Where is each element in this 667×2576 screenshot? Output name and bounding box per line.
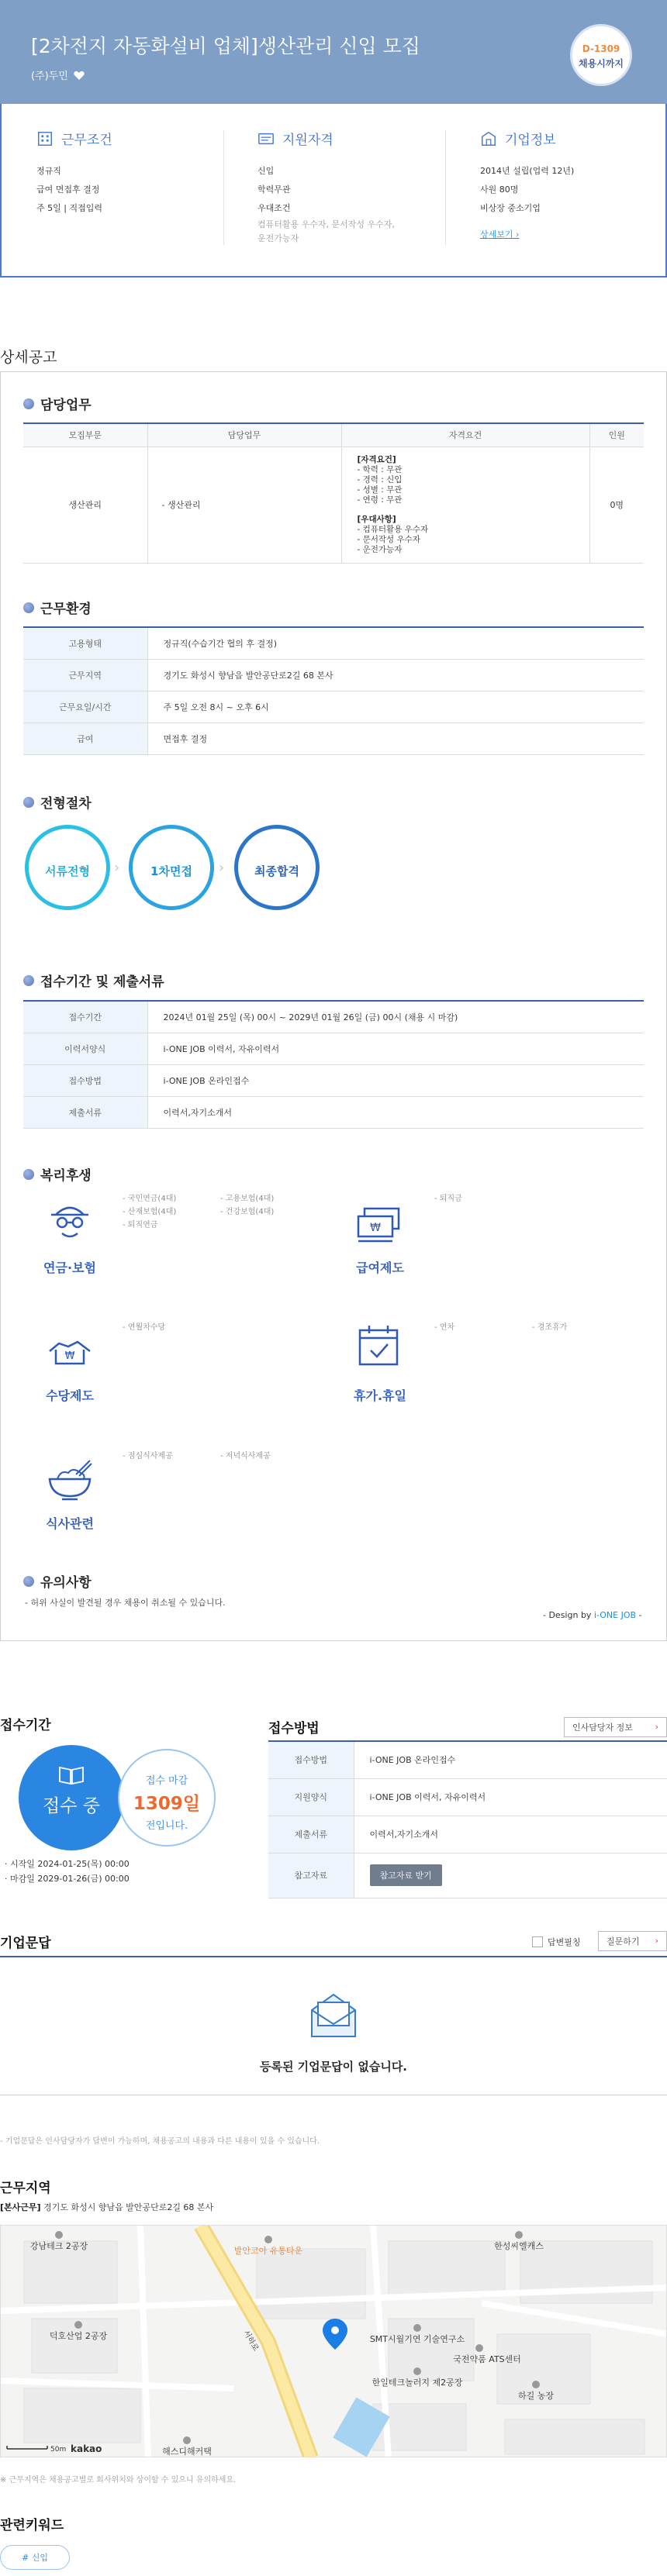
- id-card-icon: [257, 130, 275, 147]
- divider: [223, 130, 224, 245]
- table-row: 접수기간 2024년 01월 25일 (목) 00시 ~ 2029년 01월 26일 (금) 00시 (채용 시 마감): [23, 1001, 644, 1033]
- deadline-circle: 접수 마감 1309일 전입니다.: [118, 1749, 216, 1847]
- envelope-icon: [309, 1991, 358, 2040]
- map-label: 하길 농장: [517, 2391, 555, 2401]
- method-table: [268, 1740, 667, 1898]
- checkbox[interactable]: [532, 1936, 543, 1947]
- benefit-name: 식사관련: [46, 1516, 94, 1531]
- env-table: [23, 626, 644, 755]
- benefit-list: - 경조휴가: [532, 1323, 568, 1332]
- requirements-cell: [자격요건] - 학력 : 무관 - 경력 : 신입 - 성별 : 무관 - 연령 : 무관 [우대사항] - 컴퓨터활용 우수자 - 문서작성 우수자 - 운전가능자: [341, 447, 589, 563]
- map[interactable]: [0, 2225, 667, 2457]
- company-detail-link[interactable]: 상세보기 ›: [480, 229, 520, 240]
- chevron-right-icon: ›: [655, 1936, 658, 1946]
- svg-text:₩: ₩: [64, 1350, 75, 1362]
- qa-list: [0, 1956, 667, 2095]
- map-label: 한일테크놀러지 제2공장: [372, 2378, 463, 2388]
- qa-empty-text: 등록된 기업문답이 없습니다.: [259, 2060, 408, 2074]
- dday-count: D-1309: [582, 43, 620, 54]
- job-header-banner: [0, 0, 667, 104]
- chevron-right-icon: ›: [219, 860, 225, 876]
- benefit-name: 수당제도: [46, 1388, 94, 1403]
- map-label: 한성씨엘캐스: [494, 2241, 544, 2251]
- benefit-list: - 연월차수당: [123, 1323, 166, 1332]
- benefit-list: - 국민연금(4대) - 산재보험(4대) - 퇴직연금: [123, 1195, 177, 1229]
- chevron-right-icon: ›: [114, 860, 120, 876]
- benefit-list: - 연차: [434, 1323, 455, 1332]
- period-title: 접수기간: [0, 1718, 51, 1733]
- answered-only-checkbox[interactable]: 답변필칭: [532, 1936, 581, 1948]
- status-circle: [19, 1745, 124, 1850]
- divider: [445, 130, 446, 245]
- apply-table: [23, 1000, 644, 1129]
- table-row: 지원양식 i-ONE JOB 이력서, 자유이력서: [268, 1778, 667, 1816]
- table-row: 참고자료 참고자료 받기: [268, 1853, 667, 1898]
- benefit-name: 휴가.휴일: [354, 1388, 406, 1403]
- col-header: 인원: [589, 423, 644, 447]
- bullet-icon: [23, 602, 34, 613]
- work-conditions-heading: 근무조건: [36, 129, 112, 148]
- map-note: ※ 근무지역은 채용공고별로 회사위치와 상이할 수 있으니 유의하세요.: [0, 2476, 237, 2485]
- qual-line: 우대조건: [257, 203, 291, 213]
- work-line: 급여 면접후 결정: [36, 184, 100, 195]
- heart-icon[interactable]: [73, 69, 85, 81]
- company-information: [480, 129, 574, 244]
- notes-text: - 허위 사실이 발견될 경우 채용이 취소될 수 있습니다.: [25, 1598, 226, 1608]
- work-line: 주 5일 | 직접입력: [36, 203, 102, 213]
- chevron-right-icon: ›: [655, 1722, 658, 1732]
- map-label: 강남테크 2공장: [29, 2241, 88, 2251]
- work-conditions: [36, 129, 112, 218]
- benefit-name: 급여제도: [356, 1260, 404, 1275]
- company-line: 사원 80명: [480, 184, 519, 195]
- company-line: 비상장 중소기업: [480, 203, 541, 213]
- table-row: 고용형태 정규직(수습기간 협의 후 결정): [23, 627, 644, 659]
- col-header: 담당업무: [147, 423, 341, 447]
- table-row: [23, 447, 644, 563]
- col-header: 모집부문: [23, 423, 147, 447]
- table-row: 이력서양식 i-ONE JOB 이력서, 자유이력서: [23, 1033, 644, 1064]
- svg-text:₩: ₩: [370, 1222, 381, 1234]
- table-row: 급여 면접후 결정: [23, 722, 644, 754]
- table-row: 제출서류 이력서,자기소개서: [268, 1816, 667, 1853]
- table-row: 근무지역 경기도 화성시 향남읍 발안공단로2길 68 본사: [23, 659, 644, 691]
- col-header: 자격요건: [341, 423, 589, 447]
- work-line: 정규직: [36, 166, 61, 176]
- company-line: 2014년 설립(업력 12년): [480, 166, 575, 176]
- address: [본사근무] 경기도 화성시 향남읍 발안공단로2길 68 본사: [0, 2202, 214, 2212]
- qual-line: 학력무관: [257, 184, 291, 195]
- end-date: · 마감일 2029-01-26(금) 00:00: [5, 1874, 130, 1884]
- download-reference-button[interactable]: 참고자료 받기: [370, 1864, 442, 1886]
- summary-box: [0, 104, 667, 278]
- env-section-title: 근무환경: [23, 598, 92, 617]
- duty-section-title: 담당업무: [23, 394, 92, 413]
- allowance-icon: [45, 1329, 95, 1376]
- meal-icon: [45, 1457, 95, 1504]
- qual-line: 신입: [257, 166, 275, 176]
- map-label: 국전약품 ATS센터: [453, 2354, 521, 2364]
- keywords-title: 관련키워드: [0, 2518, 64, 2533]
- ask-question-button[interactable]: 질문하기 ›: [598, 1931, 667, 1951]
- benefit-list: - 점심식사제공: [123, 1452, 173, 1460]
- hr-contact-button[interactable]: 인사담당자 정보 ›: [564, 1717, 667, 1737]
- map-label: 덕호산업 2공장: [49, 2331, 108, 2341]
- qualifications-heading: 지원자격: [257, 129, 395, 148]
- duty-cell: - 생산관리: [147, 447, 341, 563]
- table-row: 제출서류 이력서,자기소개서: [23, 1096, 644, 1128]
- map-scale: 50m: [50, 2446, 67, 2454]
- process-step-2: 1차면접: [129, 825, 214, 910]
- bullet-icon: [23, 398, 34, 409]
- headcount-cell: 0명: [589, 447, 644, 563]
- start-date: · 시작일 2024-01-25(목) 00:00: [5, 1859, 130, 1869]
- company-info: [31, 67, 85, 82]
- benefits-section-title: 복리후생: [23, 1164, 92, 1184]
- map-label: 해스디해커택: [162, 2447, 212, 2457]
- qual-pref: 운전가능자: [257, 233, 299, 243]
- benefit-list: - 고용보험(4대) - 건강보험(4대): [220, 1195, 275, 1216]
- process-section-title: 전형절차: [23, 792, 92, 812]
- method-title: 접수방법: [268, 1721, 320, 1736]
- table-header-row: [23, 423, 644, 447]
- company-name[interactable]: (주)두민: [31, 71, 68, 82]
- table-row: 접수방법 i-ONE JOB 온라인접수: [268, 1741, 667, 1778]
- dday-badge: [570, 24, 632, 86]
- notes-section-title: 유의사항: [23, 1571, 92, 1591]
- vacation-icon: [354, 1322, 403, 1369]
- table-row: 접수방법 i-ONE JOB 온라인접수: [23, 1064, 644, 1096]
- bullet-icon: [23, 797, 34, 808]
- qa-note: - 기업문답은 인사담당자가 답변이 가능하며, 채용공고의 내용과 다른 내용이 있을 수 있습니다.: [0, 2137, 320, 2146]
- location-title: 근무지역: [0, 2181, 51, 2196]
- apply-section-title: 접수기간 및 제출서류: [23, 971, 164, 990]
- deadline-days: 1309일: [133, 1794, 201, 1814]
- bullet-icon: [23, 1169, 34, 1180]
- kakao-logo: kakao: [71, 2443, 102, 2454]
- dday-sub: 채용시까지: [579, 58, 624, 69]
- office-icon: [480, 130, 497, 147]
- salary-icon: [354, 1202, 403, 1249]
- table-row: 근무요일/시간 주 5일 오전 8시 ~ 오후 6시: [23, 691, 644, 722]
- map-label: 발안코아 유통타운: [233, 2246, 303, 2256]
- part-cell: 생산관리: [23, 447, 147, 563]
- book-icon: [58, 1765, 85, 1785]
- detail-heading: 상세공고: [0, 349, 57, 366]
- process-step-1: 서류전형: [25, 825, 110, 910]
- map-canvas[interactable]: [1, 2226, 667, 2457]
- qual-pref: 컴퓨터활용 우수자, 문서작성 우수자,: [257, 219, 395, 229]
- map-label: SMT시월기연 기술연구소: [369, 2334, 465, 2344]
- job-title: [2차전지 자동화설비 업체]생산관리 신입 모집: [31, 35, 420, 57]
- duty-table: [23, 422, 644, 564]
- process-step-3: 최종합격: [234, 825, 320, 910]
- design-credit: - Design by i-ONE JOB -: [543, 1610, 642, 1620]
- benefit-list: - 저녁식사제공: [220, 1452, 271, 1460]
- company-information-heading: 기업정보: [480, 129, 574, 148]
- bullet-icon: [23, 1576, 34, 1587]
- qualifications: [257, 129, 395, 246]
- keyword-tag[interactable]: # 신입: [0, 2545, 70, 2570]
- status-text: 접수 중: [43, 1796, 100, 1816]
- qa-title: 기업문답: [0, 1936, 51, 1951]
- building-icon: [36, 130, 54, 147]
- pension-icon: [45, 1198, 95, 1244]
- bullet-icon: [23, 975, 34, 986]
- benefit-name: 연금·보험: [43, 1260, 96, 1275]
- map-label: 서하로: [241, 2329, 261, 2354]
- benefit-list: - 퇴직금: [434, 1195, 462, 1203]
